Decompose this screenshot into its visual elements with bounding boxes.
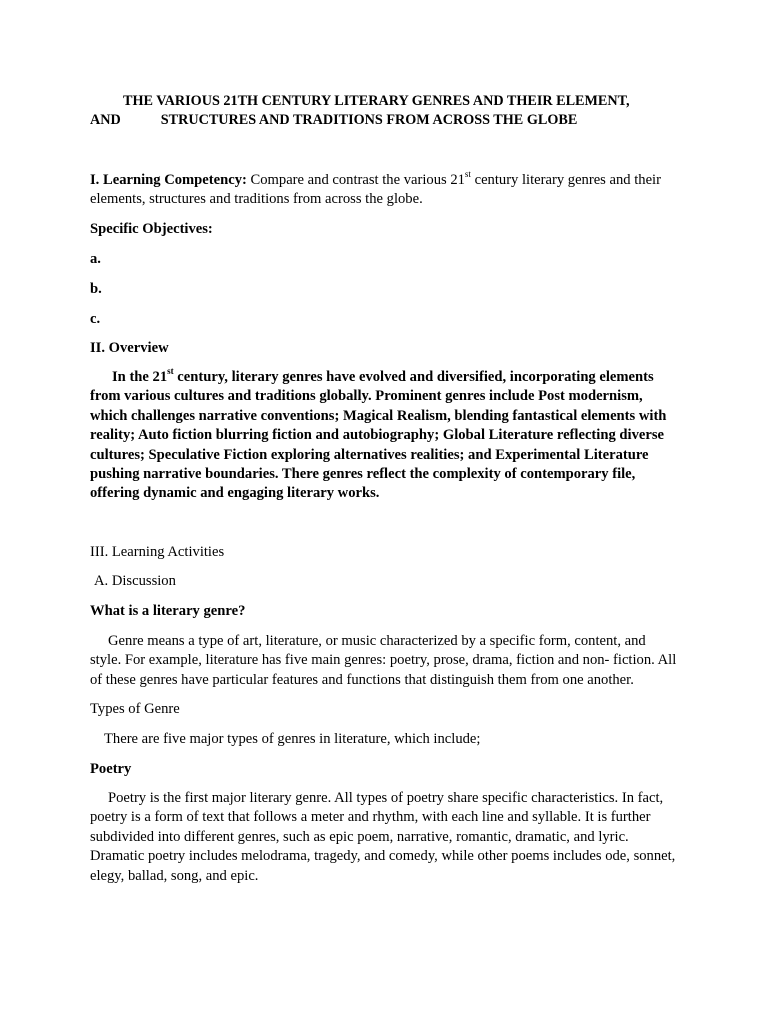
competency-text-a: Compare and contrast the various 21 bbox=[246, 172, 465, 188]
document-title-line-2 bbox=[90, 112, 577, 129]
types-text-body: There are five major types of genres in literature, which include; bbox=[104, 731, 481, 747]
overview-sup: st bbox=[167, 366, 174, 377]
objective-a: a. bbox=[90, 251, 101, 267]
activities-heading: III. Learning Activities bbox=[90, 544, 225, 560]
objective-c: c. bbox=[90, 311, 101, 327]
overview-heading: II. Overview bbox=[90, 340, 169, 356]
literary-genre-question: What is a literary genre? bbox=[90, 603, 246, 619]
competency-sup: st bbox=[464, 169, 471, 180]
learning-competency bbox=[90, 171, 680, 210]
title-structures: STRUCTURES AND TRADITIONS FROM ACROSS THE GLOBE bbox=[160, 112, 578, 128]
overview-text-a: In the 21 bbox=[112, 369, 168, 385]
poetry-paragraph-text: Poetry is the first major literary genre. All types of poetry share specific characteristics. In fact, poetry is a form of text that follows a meter and rhythm, with each line and syllable. It is further subdivided into different genres, such as epic poem, narrative, romantic, dramatic, and lyric. Dramatic poetry includes melodrama, tragedy, and comedy, while other poems includes ode, sonnet, elegy, ballad, song, and epic. bbox=[90, 790, 676, 884]
objective-b: b. bbox=[90, 281, 102, 297]
overview-text-b: century, literary genres have evolved and diversified, incorporating elements from various cultures and traditions globally. Prominent genres include Post modernism, which challenges narrative conventions; Magical Realism, blending fantastical elements with reality; Auto fiction blurring fiction and autobiography; Global Literature reflecting diverse cultures; Speculative Fiction exploring alternatives realities; and Experimental Literature pushing narrative boundaries. There genres reflect the complexity of contemporary file, offering dynamic and engaging literary works. bbox=[90, 369, 667, 502]
document-title-line-1: THE VARIOUS 21TH CENTURY LITERARY GENRES AND THEIR ELEMENT, bbox=[123, 93, 630, 109]
types-text bbox=[90, 730, 680, 749]
poetry-heading: Poetry bbox=[90, 761, 132, 777]
types-heading: Types of Genre bbox=[90, 701, 180, 717]
poetry-paragraph bbox=[90, 789, 680, 886]
genre-paragraph-text: Genre means a type of art, literature, or music characterized by a specific form, content, and style. For example, literature has five main genres: poetry, prose, drama, fiction and non- fiction. All of these genres have particular features and functions that distinguish them from one another. bbox=[90, 633, 677, 688]
competency-text-b: century literary genres and their elements, structures and traditions from across the globe. bbox=[90, 172, 661, 208]
discussion-heading: A. Discussion bbox=[94, 573, 176, 589]
competency-label: I. Learning Competency: bbox=[90, 172, 247, 188]
title-and: AND bbox=[90, 112, 121, 128]
overview-paragraph bbox=[90, 368, 680, 504]
genre-paragraph bbox=[90, 632, 680, 690]
objectives-heading: Specific Objectives: bbox=[90, 221, 213, 237]
